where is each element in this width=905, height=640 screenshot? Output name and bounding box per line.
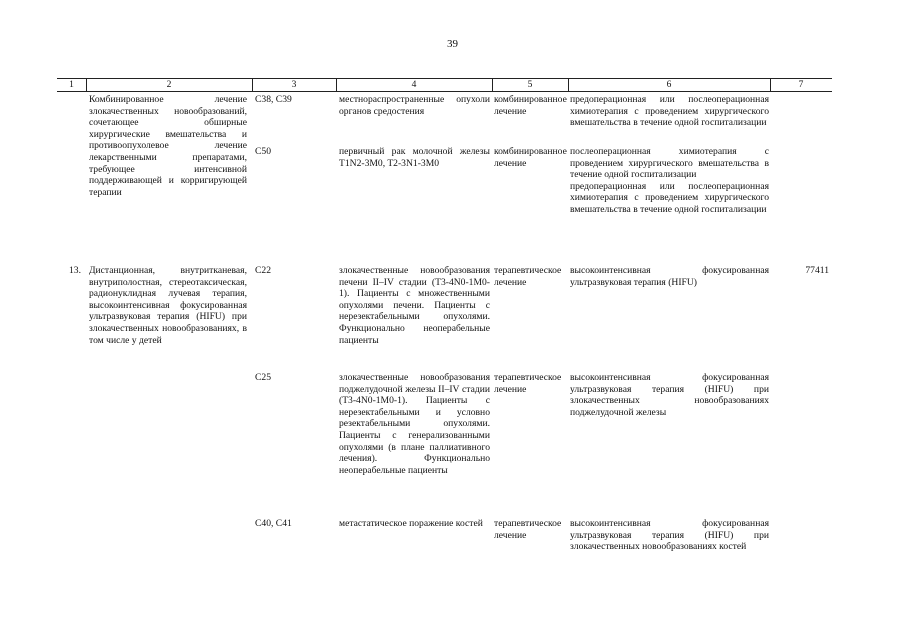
page-number: 39: [447, 38, 458, 50]
treatment-method: высокоинтенсивная фокусированная ультразвуковая терапия (HIFU) при злокачественных новообразованиях поджелудочной железы: [570, 372, 769, 418]
column-header-2: 2: [166, 80, 172, 90]
treatment-name: Комбинированное лечение злокачественных новообразований, сочетающее обширные хирургические вмешательства и противоопухолевое лечение лекарственными препаратами, требующее интенсивной поддерживающей и корригирующей терапии: [89, 94, 247, 198]
column-header-3: 3: [291, 80, 297, 90]
treatment-type: терапевтическое лечение: [494, 265, 562, 288]
patient-model: первичный рак молочной железы T1N2-3M0, T2-3N1-3M0: [339, 146, 490, 169]
treatment-type: комбинированное лечение: [494, 94, 567, 117]
treatment-name: Дистанционная, внутритканевая, внутриполостная, стереотаксическая, радионуклидная лучевая терапия, высокоинтенсивная фокусированная ультразвуковая терапия (HIFU) при злокачественных новообразованиях, в том числе у детей: [89, 265, 247, 346]
treatment-method: послеоперационная химиотерапия с проведением хирургического вмешательства в течение одной госпитализации предоперационная или послеоперационная химиотерапия с проведением хирургического вмешательства в течение одной госпитализации: [570, 146, 769, 215]
patient-model: злокачественные новообразования печени II–IV стадии (T3-4N0-1M0-1). Пациенты с множественными опухолями печени. Пациенты с нерезектабельными опухолями. Функционально неоперабельные пациенты: [339, 265, 490, 346]
patient-model: злокачественные новообразования поджелудочной железы II–IV стадии (T3-4N0-1M0-1). Пациенты с нерезектабельными и условно резектабельными опухолями. Пациенты с генерализованными опухолями (в плане паллиативного лечения). Функционально неоперабельные пациенты: [339, 372, 490, 476]
treatment-method: предоперационная или послеоперационная химиотерапия с проведением хирургического вмешательства в течение одной госпитализации: [570, 94, 769, 129]
row-number: 13.: [69, 265, 81, 276]
icd-code: C50: [255, 146, 271, 157]
column-header-7: 7: [798, 80, 804, 90]
cost-value: 77411: [805, 265, 829, 276]
treatment-type: терапевтическое лечение: [494, 518, 562, 541]
icd-code: C40, C41: [255, 518, 292, 529]
column-header-6: 6: [666, 80, 672, 90]
column-header-5: 5: [527, 80, 533, 90]
column-header-4: 4: [411, 80, 417, 90]
treatment-method: высокоинтенсивная фокусированная ультразвуковая терапия (HIFU): [570, 265, 769, 288]
patient-model: местнораспространенные опухоли органов средостения: [339, 94, 490, 117]
column-header-1: 1: [69, 80, 74, 90]
treatment-type: комбинированное лечение: [494, 146, 567, 169]
icd-code: C25: [255, 372, 271, 383]
table-header-bottom-rule: [57, 91, 832, 92]
patient-model: метастатическое поражение костей: [339, 518, 483, 529]
treatment-method: высокоинтенсивная фокусированная ультразвуковая терапия (HIFU) при злокачественных новообразованиях костей: [570, 518, 769, 553]
icd-code: C22: [255, 265, 271, 276]
treatment-type: терапевтическое лечение: [494, 372, 562, 395]
icd-code: C38, C39: [255, 94, 292, 105]
